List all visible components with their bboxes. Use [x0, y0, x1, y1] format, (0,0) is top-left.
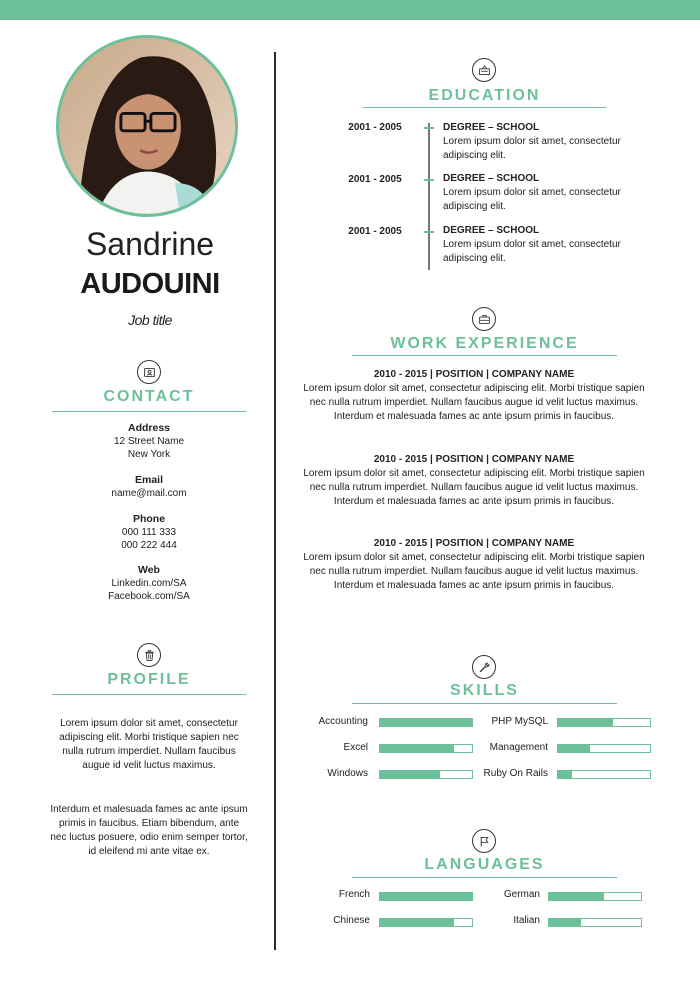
flag-icon	[472, 829, 496, 853]
language-bar	[548, 918, 642, 927]
contact-title: CONTACT	[103, 388, 195, 405]
skill-label: Accounting	[318, 716, 368, 727]
skill-bar-fill	[380, 719, 472, 726]
web-label: Web	[138, 564, 160, 576]
work-entry	[296, 368, 652, 424]
phone-label: Phone	[132, 513, 166, 525]
trash-icon	[137, 643, 161, 667]
degree-school: DEGREE – SCHOOL	[443, 173, 540, 184]
work-heading: 2010 - 2015 | POSITION | COMPANY NAME	[373, 538, 575, 549]
briefcase-icon	[472, 307, 496, 331]
work-description: Lorem ipsum dolor sit amet, consectetur adipiscing elit. Morbi tristique sapien nec nulla rutrum imperdiet. Nullam faucibus augue id velit luctus maximus. Interdum et malesuada fames ac ante ipsum primis in faucibus.	[303, 383, 645, 422]
skill-bar	[557, 718, 651, 727]
skill-bar-fill	[558, 719, 613, 726]
education-entry	[443, 121, 663, 163]
languages-title: LANGUAGES	[424, 856, 545, 873]
portrait-image	[59, 38, 235, 214]
language-bar-fill	[380, 893, 472, 900]
work-heading: 2010 - 2015 | POSITION | COMPANY NAME	[373, 369, 575, 380]
work-entry	[296, 537, 652, 593]
language-label: Chinese	[333, 915, 370, 926]
education-date: 2001 - 2005	[348, 226, 402, 237]
address-line: New York	[127, 449, 171, 460]
contact-phone	[52, 513, 246, 552]
email-value[interactable]: name@mail.com	[111, 488, 187, 499]
skills-title: SKILLS	[450, 682, 519, 699]
last-name: AUDOUINI	[80, 268, 220, 300]
first-name: Sandrine	[85, 226, 215, 262]
skill-bar	[379, 770, 473, 779]
wrench-icon	[472, 655, 496, 679]
language-label: German	[503, 889, 540, 900]
address-line: 12 Street Name	[113, 436, 185, 447]
skill-label: PHP MySQL	[491, 716, 548, 727]
skill-label: Excel	[343, 742, 368, 753]
contact-email	[52, 474, 246, 500]
diploma-icon	[472, 58, 496, 82]
education-title: EDUCATION	[428, 87, 541, 104]
contact-address	[52, 422, 246, 461]
work-description: Lorem ipsum dolor sit amet, consectetur adipiscing elit. Morbi tristique sapien nec nulla rutrum imperdiet. Nullam faucibus augue id velit luctus maximus. Interdum et malesuada fames ac ante ipsum primis in faucibus.	[303, 552, 645, 591]
email-label: Email	[134, 474, 163, 486]
education-rule	[363, 107, 606, 108]
skill-label: Management	[489, 742, 548, 753]
skill-label: Windows	[327, 768, 368, 779]
skill-bar	[379, 718, 473, 727]
timeline-tick	[424, 179, 434, 181]
language-label: Italian	[513, 915, 540, 926]
skill-bar	[557, 744, 651, 753]
education-entry	[443, 172, 663, 214]
language-bar	[548, 892, 642, 901]
degree-school: DEGREE – SCHOOL	[443, 122, 540, 133]
profile-photo	[56, 35, 238, 217]
work-title: WORK EXPERIENCE	[390, 335, 579, 352]
work-description: Lorem ipsum dolor sit amet, consectetur adipiscing elit. Morbi tristique sapien nec nulla rutrum imperdiet. Nullam faucibus augue id velit luctus maximus. Interdum et malesuada fames ac ante ipsum primis in faucibus.	[303, 468, 645, 507]
education-timeline	[428, 123, 430, 270]
education-description: Lorem ipsum dolor sit amet, consectetur adipiscing elit.	[443, 136, 621, 161]
skill-bar-fill	[380, 745, 454, 752]
id-card-icon	[137, 360, 161, 384]
work-rule	[352, 355, 617, 356]
profile-rule	[52, 694, 246, 695]
web-link[interactable]: Linkedin.com/SA	[111, 578, 187, 589]
skill-bar	[557, 770, 651, 779]
skill-bar	[379, 744, 473, 753]
language-bar-fill	[549, 893, 604, 900]
education-description: Lorem ipsum dolor sit amet, consectetur adipiscing elit.	[443, 239, 621, 264]
timeline-tick	[424, 231, 434, 233]
education-date: 2001 - 2005	[348, 174, 402, 185]
language-bar	[379, 918, 473, 927]
contact-rule	[52, 411, 246, 412]
education-description: Lorem ipsum dolor sit amet, consectetur adipiscing elit.	[443, 187, 621, 212]
contact-web	[52, 564, 246, 603]
degree-school: DEGREE – SCHOOL	[443, 225, 540, 236]
work-heading: 2010 - 2015 | POSITION | COMPANY NAME	[373, 454, 575, 465]
skills-rule	[352, 703, 617, 704]
column-divider	[274, 52, 276, 950]
job-title: Job title	[128, 312, 172, 328]
education-entry	[443, 224, 663, 266]
work-entry	[296, 453, 652, 509]
top-accent-bar	[0, 0, 700, 20]
address-label: Address	[127, 422, 170, 434]
languages-rule	[352, 877, 617, 878]
skill-bar-fill	[558, 745, 590, 752]
language-bar	[379, 892, 473, 901]
profile-title: PROFILE	[107, 671, 191, 688]
profile-paragraph: Interdum et malesuada fames ac ante ipsum primis in faucibus. Etiam bibendum, ante nec luctus posuere, odio enim semper tortor, id eleifend mi ante vitae ex.	[50, 804, 248, 857]
timeline-tick	[424, 127, 434, 129]
skill-bar-fill	[380, 771, 440, 778]
web-link[interactable]: Facebook.com/SA	[108, 591, 190, 602]
education-date: 2001 - 2005	[348, 122, 402, 133]
language-bar-fill	[549, 919, 581, 926]
skill-label: Ruby On Rails	[483, 768, 548, 779]
phone-value: 000 111 333	[121, 527, 177, 538]
language-label: French	[338, 889, 370, 900]
language-bar-fill	[380, 919, 454, 926]
skill-bar-fill	[558, 771, 572, 778]
phone-value: 000 222 444	[121, 540, 177, 551]
profile-paragraph: Lorem ipsum dolor sit amet, consectetur adipiscing elit. Morbi tristique sapien nec nulla rutrum imperdiet. Nullam faucibus augue id velit luctus maximus.	[59, 718, 239, 771]
